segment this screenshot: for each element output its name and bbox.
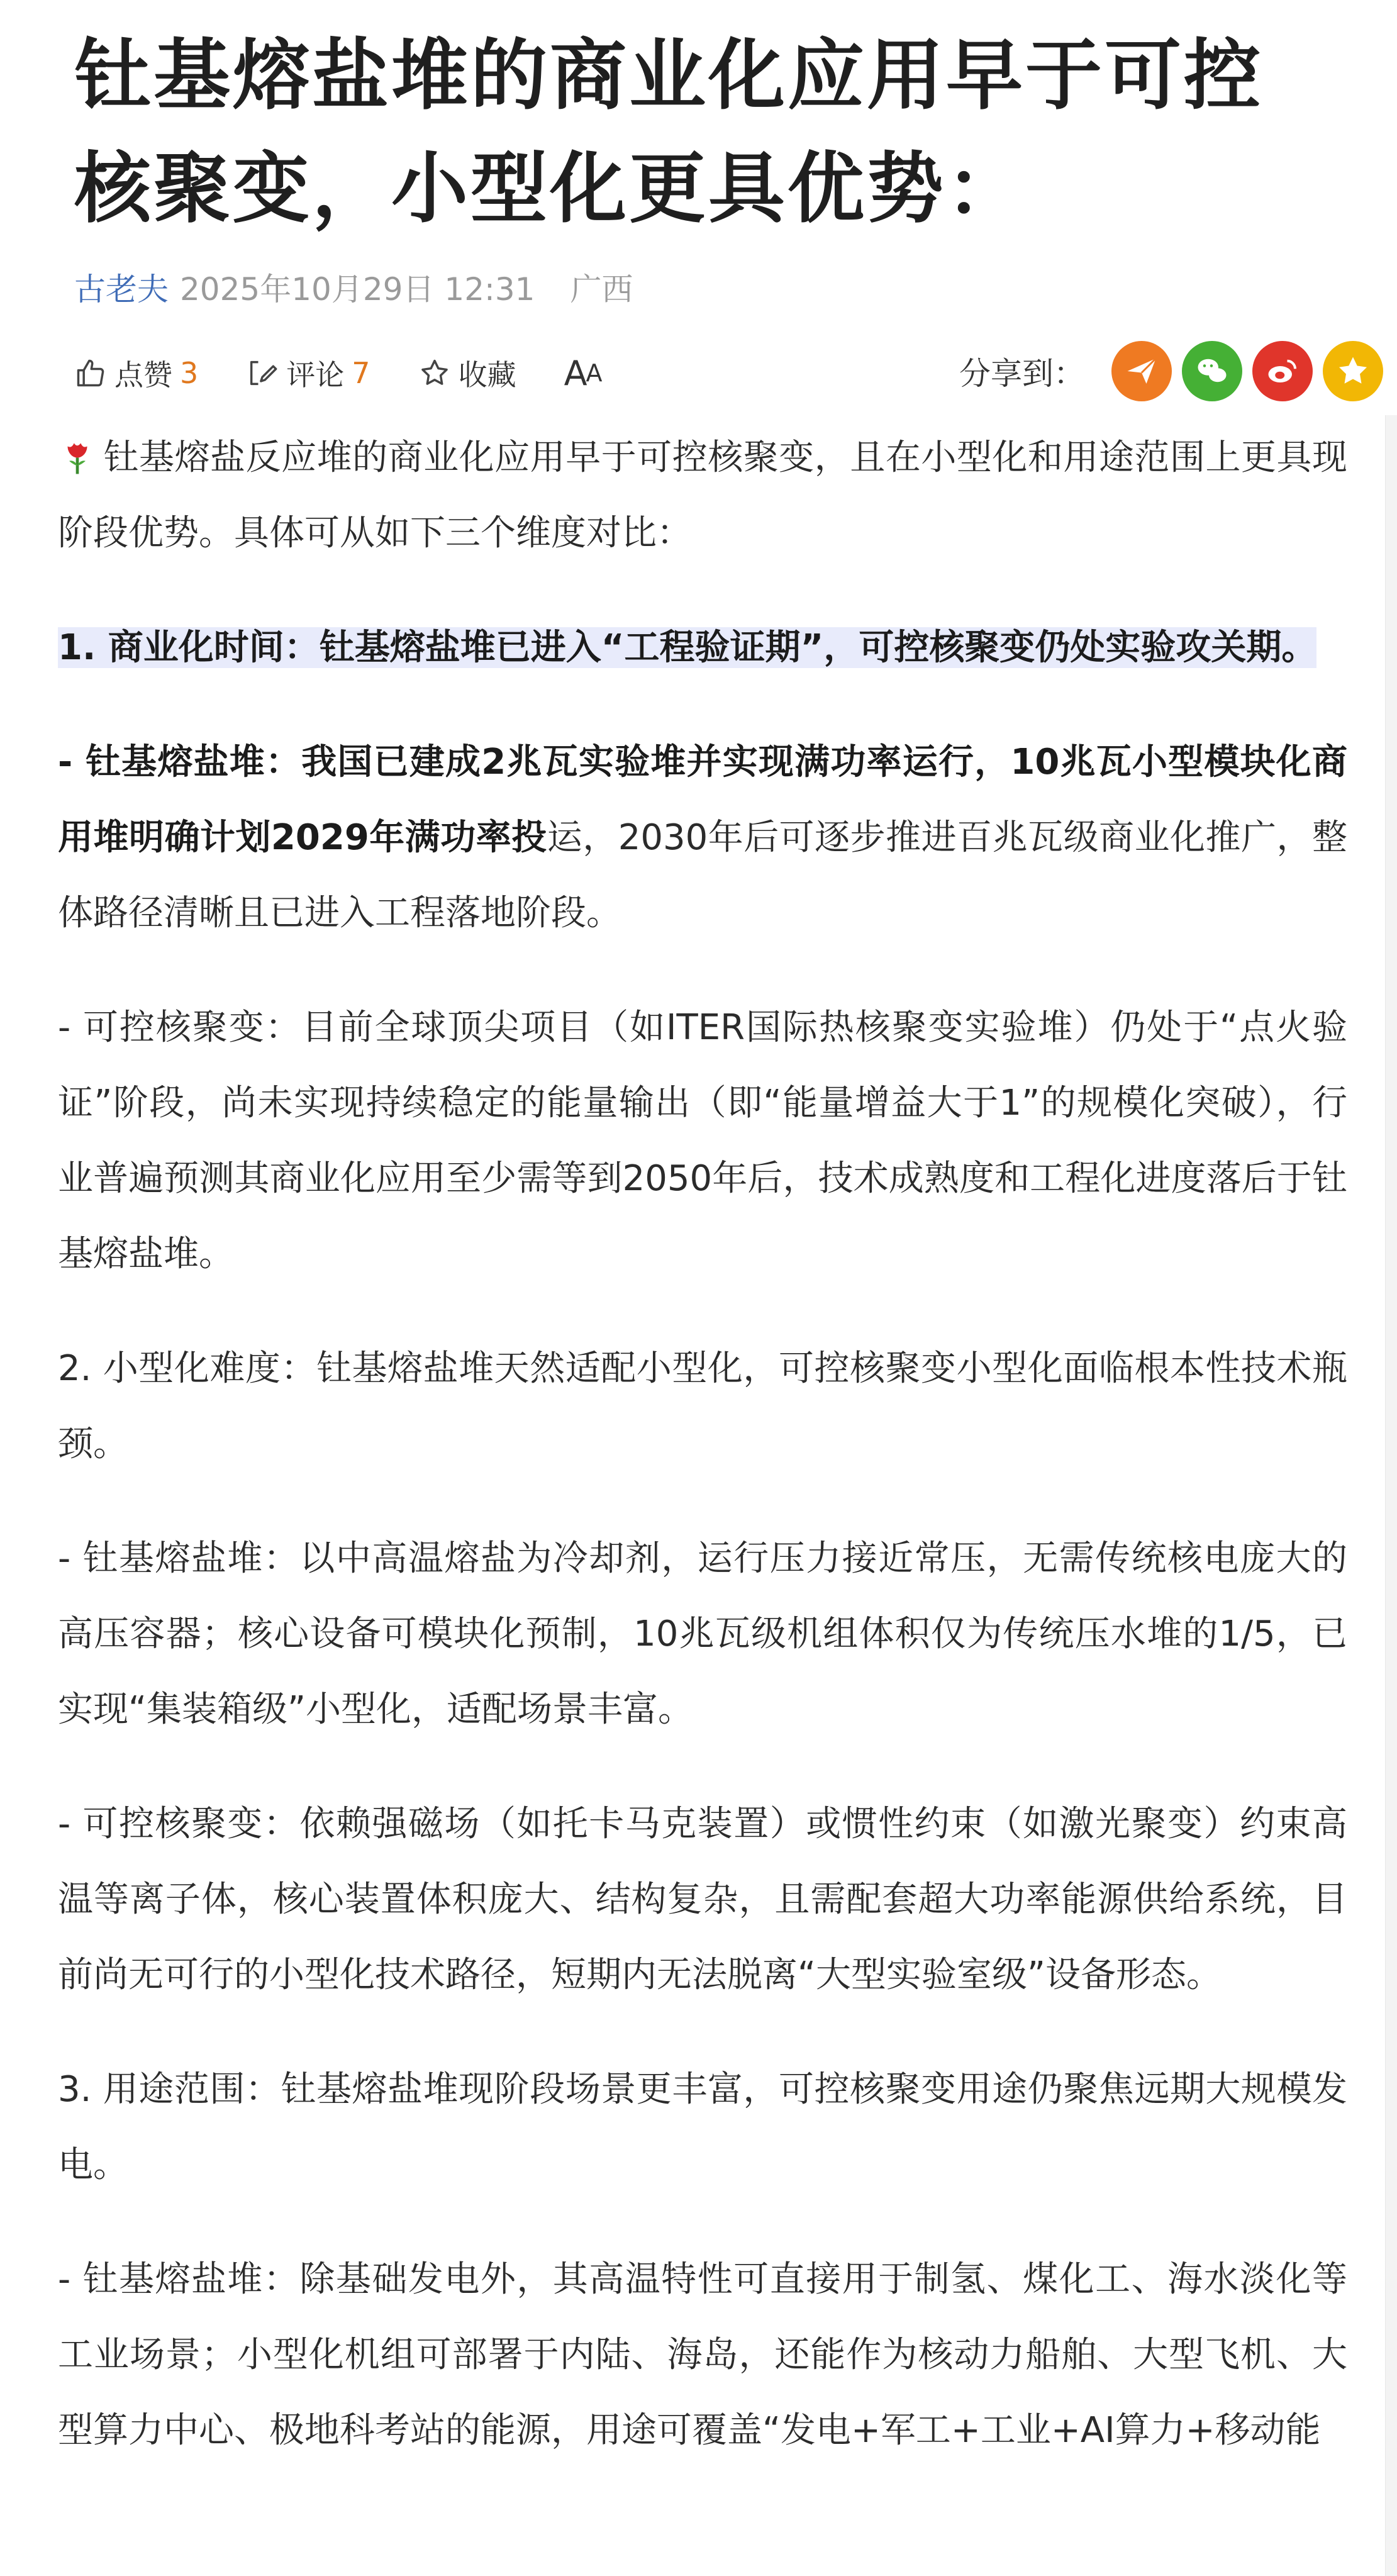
like-label: 点赞 [114, 358, 172, 392]
edit-comment-icon [246, 357, 279, 389]
paragraph-section3-heading: 3. 用途范围：钍基熔盐堆现阶段场景更丰富，可控核聚变用途仍聚焦远期大规模发电。 [58, 2069, 1347, 2185]
section1-msr-text: 运，2030年后可逐步推进百兆瓦级商业化推广，整体路径清晰且已进入工程落地阶段。 [58, 817, 1347, 934]
share-bar [959, 340, 1383, 403]
share-label: 分享到： [959, 355, 1085, 392]
article-meta [74, 264, 633, 315]
paragraph-section1-heading [58, 610, 1347, 686]
wechat-icon [1193, 352, 1231, 390]
like-button[interactable] [74, 352, 198, 394]
like-count: 3 [180, 356, 199, 390]
star-outline-icon [418, 357, 451, 389]
share-toutiao-button[interactable] [1111, 341, 1172, 401]
weibo-icon [1264, 352, 1301, 390]
font-size-small-letter: A [586, 359, 601, 387]
font-size-button[interactable] [564, 354, 601, 393]
share-wechat-button[interactable] [1182, 341, 1242, 401]
collect-button[interactable] [418, 352, 516, 394]
comment-label: 评论 [286, 358, 345, 392]
paper-plane-icon [1123, 352, 1160, 390]
collect-label: 收藏 [458, 358, 516, 392]
share-weibo-button[interactable] [1252, 341, 1313, 401]
paragraph-section2-heading: 2. 小型化难度：钍基熔盐堆天然适配小型化，可控核聚变小型化面临根本性技术瓶颈。 [58, 1348, 1347, 1464]
article-body [58, 420, 1347, 2507]
paragraph-intro [58, 420, 1347, 571]
comment-count: 7 [352, 356, 370, 390]
action-bar [74, 345, 649, 401]
article-title: 钍基熔盐堆的商业化应用早于可控核聚变，小型化更具优势： [74, 31, 1263, 233]
share-favorite-button[interactable] [1323, 341, 1383, 401]
thumbs-up-icon [74, 357, 107, 389]
section1-heading-text: 1. 商业化时间：钍基熔盐堆已进入“工程验证期”，可控核聚变仍处实验攻关期。 [58, 627, 1317, 668]
paragraph-section1-msr [58, 725, 1347, 951]
comment-button[interactable] [246, 352, 370, 394]
paragraph-intro-text: 钍基熔盐反应堆的商业化应用早于可控核聚变，且在小型化和用途范围上更具现阶段优势。具体可从如下三个维度对比： [58, 437, 1347, 554]
author-name[interactable]: 古老夫 [74, 271, 169, 308]
publish-datetime: 2025年10月29日 12:31 [180, 271, 535, 308]
star-icon [1334, 352, 1372, 390]
paragraph-section3-msr: - 钍基熔盐堆：除基础发电外，其高温特性可直接用于制氢、煤化工、海水淡化等工业场景；小型化机组可部署于内陆、海岛，还能作为核动力船舶、大型飞机、大型算力中心、极地科考站的能源，用途可覆盖“发电+军工+工业+AI算力+移动能 [58, 2259, 1347, 2451]
paragraph-section1-fusion: - 可控核聚变：目前全球顶尖项目（如ITER国际热核聚变实验堆）仍处于“点火验证”阶段，尚未实现持续稳定的能量输出（即“能量增益大于1”的规模化突破），行业普遍预测其商业化应用至少需等到2050年后，技术成熟度和工程化进度落后于钍基熔盐堆。 [58, 1007, 1347, 1274]
publish-location: 广西 [570, 271, 633, 308]
font-size-large-letter: A [564, 353, 586, 393]
rose-emoji-icon [58, 437, 97, 476]
paragraph-section2-fusion: - 可控核聚变：依赖强磁场（如托卡马克装置）或惯性约束（如激光聚变）约束高温等离子体，核心装置体积庞大、结构复杂，且需配套超大功率能源供给系统，目前尚无可行的小型化技术路径，短期内无法脱离“大型实验室级”设备形态。 [58, 1804, 1347, 1995]
scrollbar-track[interactable] [1385, 415, 1397, 2576]
paragraph-section2-msr: - 钍基熔盐堆：以中高温熔盐为冷却剂，运行压力接近常压，无需传统核电庞大的高压容器；核心设备可模块化预制，10兆瓦级机组体积仅为传统压水堆的1/5，已实现“集装箱级”小型化，适配场景丰富。 [58, 1538, 1347, 1730]
section1-msr-bold-text: - 钍基熔盐堆：我国已建成2兆瓦实验堆并实现满功率运行，10兆瓦小型模块化商用堆明确计划2029年满功率投 [58, 742, 1347, 858]
